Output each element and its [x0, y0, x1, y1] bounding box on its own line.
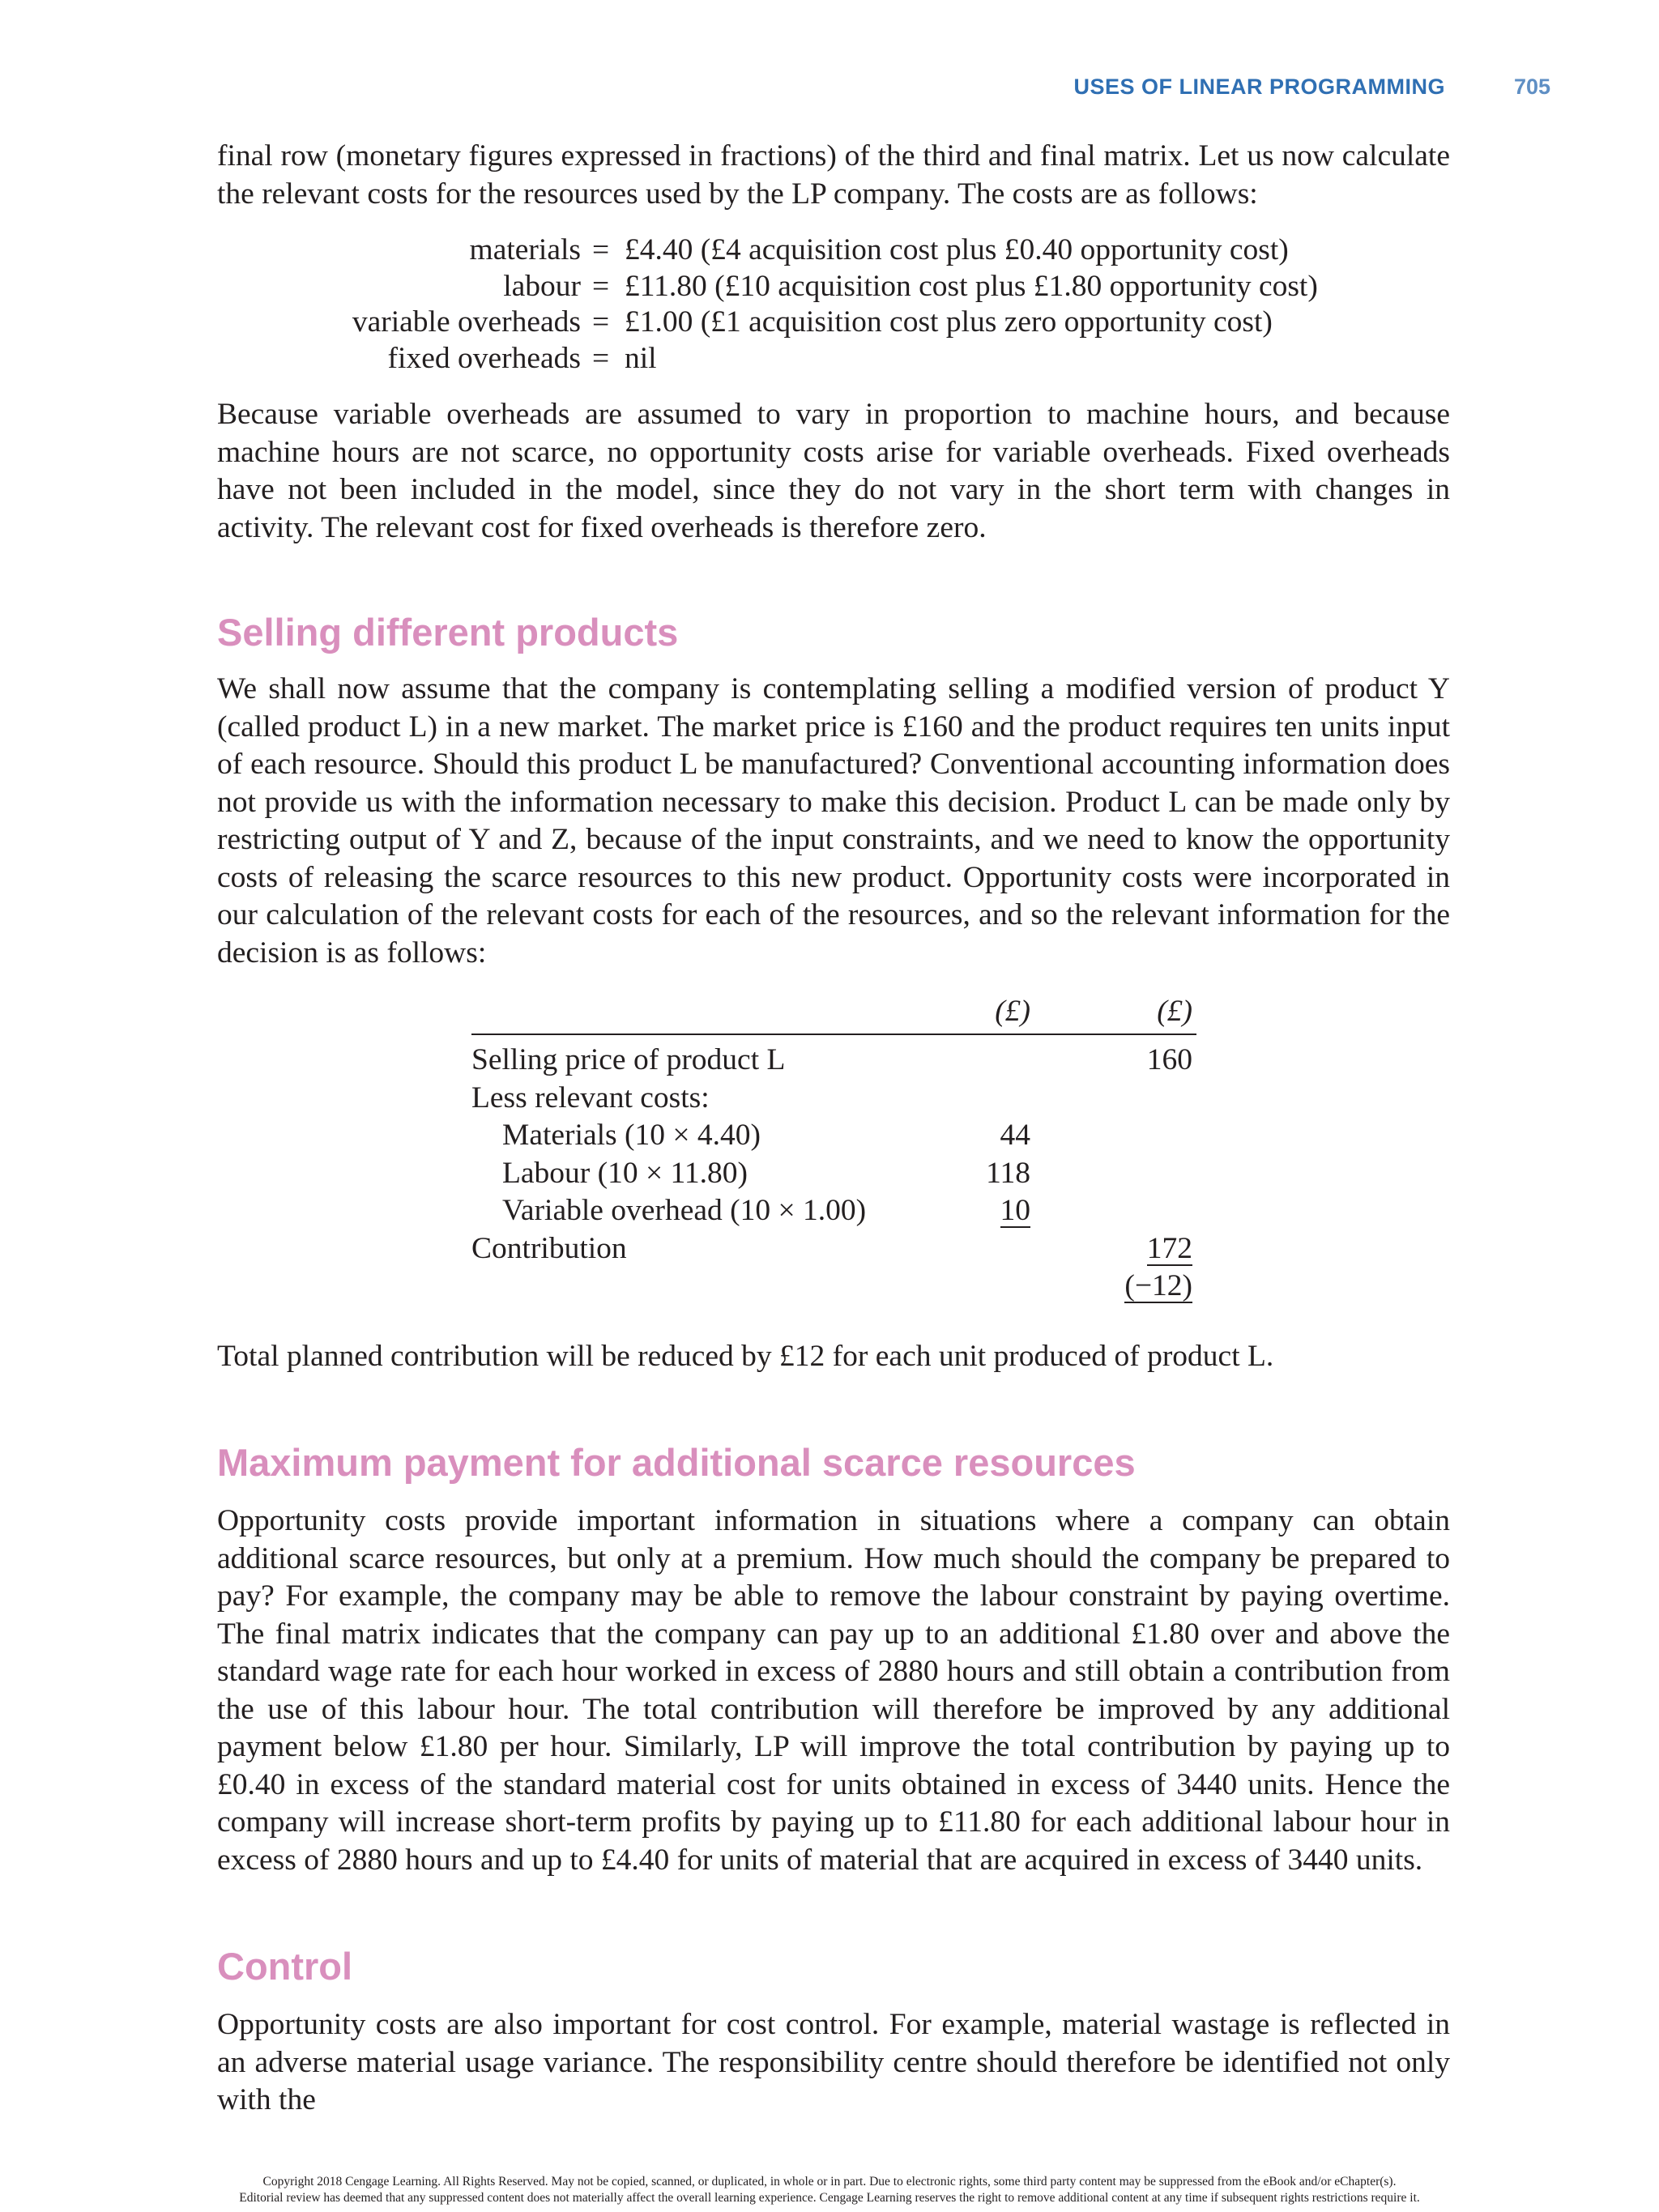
page-number: 705	[1513, 75, 1550, 99]
row-label: Variable overhead (10 × 1.00)	[502, 1194, 867, 1227]
cost-row	[217, 305, 1450, 341]
cost-row	[217, 232, 1450, 269]
row-col2	[1030, 1268, 1192, 1306]
cost-list	[217, 232, 1450, 377]
row-col1: 44	[1000, 1119, 1030, 1152]
table-header	[471, 993, 1196, 1035]
underlined-value: 10	[1000, 1194, 1030, 1227]
table-row	[471, 1155, 1196, 1193]
cost-label: materials	[469, 233, 581, 266]
table-header-blank	[471, 993, 982, 1034]
row-col1: 118	[986, 1156, 1030, 1190]
cost-value: £11.80 (£10 acquisition cost plus £1.80 opportunity cost)	[625, 269, 1318, 303]
maximum-payment-paragraph: Opportunity costs provide important information in situations where a company can obtain additional scarce resources, but only at a premium. How much should the company be prepared to pay? For example, the company may be able to remove the labour constraint by paying overtime. The final matrix indicates that the company can pay up to an additional £1.80 over and above the standard wage rate for each hour worked in excess of 2880 hours and still obtain a contribution from the use of this labour hour. The total contribution will therefore be improved by any additional payment below £1.80 per hour. Similarly, LP will improve the total contribution by paying up to £0.40 in excess of the standard material cost for units obtained in excess of 3440 units. Hence the company will increase short-term profits by paying up to £11.80 for each additional labour hour in excess of 2880 hours and up to £4.40 for units of material that are acquired in excess of 3440 units.	[217, 1504, 1450, 1877]
equals-sign: =	[592, 341, 610, 375]
table-row	[471, 1192, 1196, 1230]
row-col1	[982, 1042, 1030, 1080]
table-row	[471, 1042, 1196, 1080]
table-col2-header: (£)	[1157, 995, 1192, 1028]
table-col1-header: (£)	[995, 995, 1030, 1028]
table-row	[471, 1230, 1196, 1268]
row-col1	[982, 1230, 1030, 1268]
equals-sign: =	[592, 269, 610, 303]
intro-paragraph: final row (monetary figures expressed in fractions) of the third and final matrix. Let us now calculate the relevant costs for the resources used by the LP company. The costs are as follows:	[217, 139, 1450, 211]
row-col1	[982, 1192, 1030, 1230]
row-label	[471, 1268, 982, 1306]
row-label: Contribution	[471, 1231, 627, 1265]
copyright-line-1: Copyright 2018 Cengage Learning. All Rights Reserved. May not be copied, scanned, or duplicated, in whole or in part. Due to electronic rights, some third party content may be suppressed from the eBook and/or eChapter(s).	[262, 2175, 1397, 2189]
overheads-paragraph: Because variable overheads are assumed to vary in proportion to machine hours, and because machine hours are not scarce, no opportunity costs arise for variable overheads. Fixed overheads have not been included in the model, since they do not vary in the short term with changes in activity. The relevant cost for fixed overheads is therefore zero.	[217, 398, 1450, 544]
net-result-value: (−12)	[1124, 1269, 1192, 1302]
section-heading-selling: Selling different products	[217, 611, 679, 654]
row-col2: 160	[1146, 1043, 1192, 1076]
cost-label: fixed overheads	[387, 341, 581, 375]
selling-conclusion: Total planned contribution will be reduced by £12 for each unit produced of product L.	[217, 1339, 1274, 1373]
running-title: USES OF LINEAR PROGRAMMING	[1073, 75, 1445, 99]
row-label: Materials (10 × 4.40)	[502, 1119, 761, 1152]
table-row	[471, 1080, 1196, 1118]
cost-value: £4.40 (£4 acquisition cost plus £0.40 opportunity cost)	[625, 233, 1289, 266]
row-col2	[1030, 1117, 1192, 1155]
row-label: Labour (10 × 11.80)	[502, 1156, 748, 1190]
table-row	[471, 1117, 1196, 1155]
equals-sign: =	[592, 233, 610, 266]
table-row	[471, 1268, 1196, 1306]
row-col2	[1030, 1192, 1192, 1230]
section-heading-maximum-payment: Maximum payment for additional scarce resources	[217, 1441, 1136, 1484]
cost-label: labour	[503, 269, 581, 303]
contribution-table	[471, 993, 1196, 1306]
row-col1	[982, 1268, 1030, 1306]
row-col2	[1030, 1230, 1192, 1268]
row-label: Selling price of product L	[471, 1043, 786, 1076]
copyright-line-2: Editorial review has deemed that any suppressed content does not materially affect the overall learning experience. Cengage Learning reserves the right to remove additional content at any time if subsequent rights restrictions require it.	[239, 2191, 1420, 2205]
selling-paragraph: We shall now assume that the company is contemplating selling a modified version of product Y (called product L) in a new market. The market price is £160 and the product requires ten units input of each resource. Should this product L be manufactured? Conventional accounting information does not provide us with the information necessary to make this decision. Product L can be made only by restricting output of Y and Z, because of the input constraints, and we need to know the opportunity costs of releasing the scarce resources to this new product. Opportunity costs were incorporated in our calculation of the relevant costs for each of the resources, and so the relevant information for the decision is as follows:	[217, 672, 1450, 970]
row-label: Less relevant costs:	[471, 1080, 710, 1115]
control-paragraph: Opportunity costs are also important for cost control. For example, material wastage is reflected in an adverse material usage variance. The responsibility centre should therefore be identified not only with the	[217, 2008, 1450, 2116]
copyright-footer	[0, 2174, 1659, 2206]
row-col2	[1030, 1155, 1192, 1193]
page-content	[217, 138, 1450, 2120]
equals-sign: =	[592, 305, 610, 339]
cost-value: nil	[625, 341, 657, 375]
running-header	[0, 75, 1659, 107]
underlined-value: 172	[1146, 1231, 1192, 1265]
section-heading-control: Control	[217, 1945, 353, 1988]
cost-row	[217, 341, 1450, 377]
cost-value: £1.00 (£1 acquisition cost plus zero opportunity cost)	[625, 305, 1273, 339]
row-col1	[982, 1080, 1030, 1118]
cost-row	[217, 269, 1450, 305]
cost-label: variable overheads	[352, 305, 581, 339]
row-col2	[1030, 1080, 1192, 1118]
